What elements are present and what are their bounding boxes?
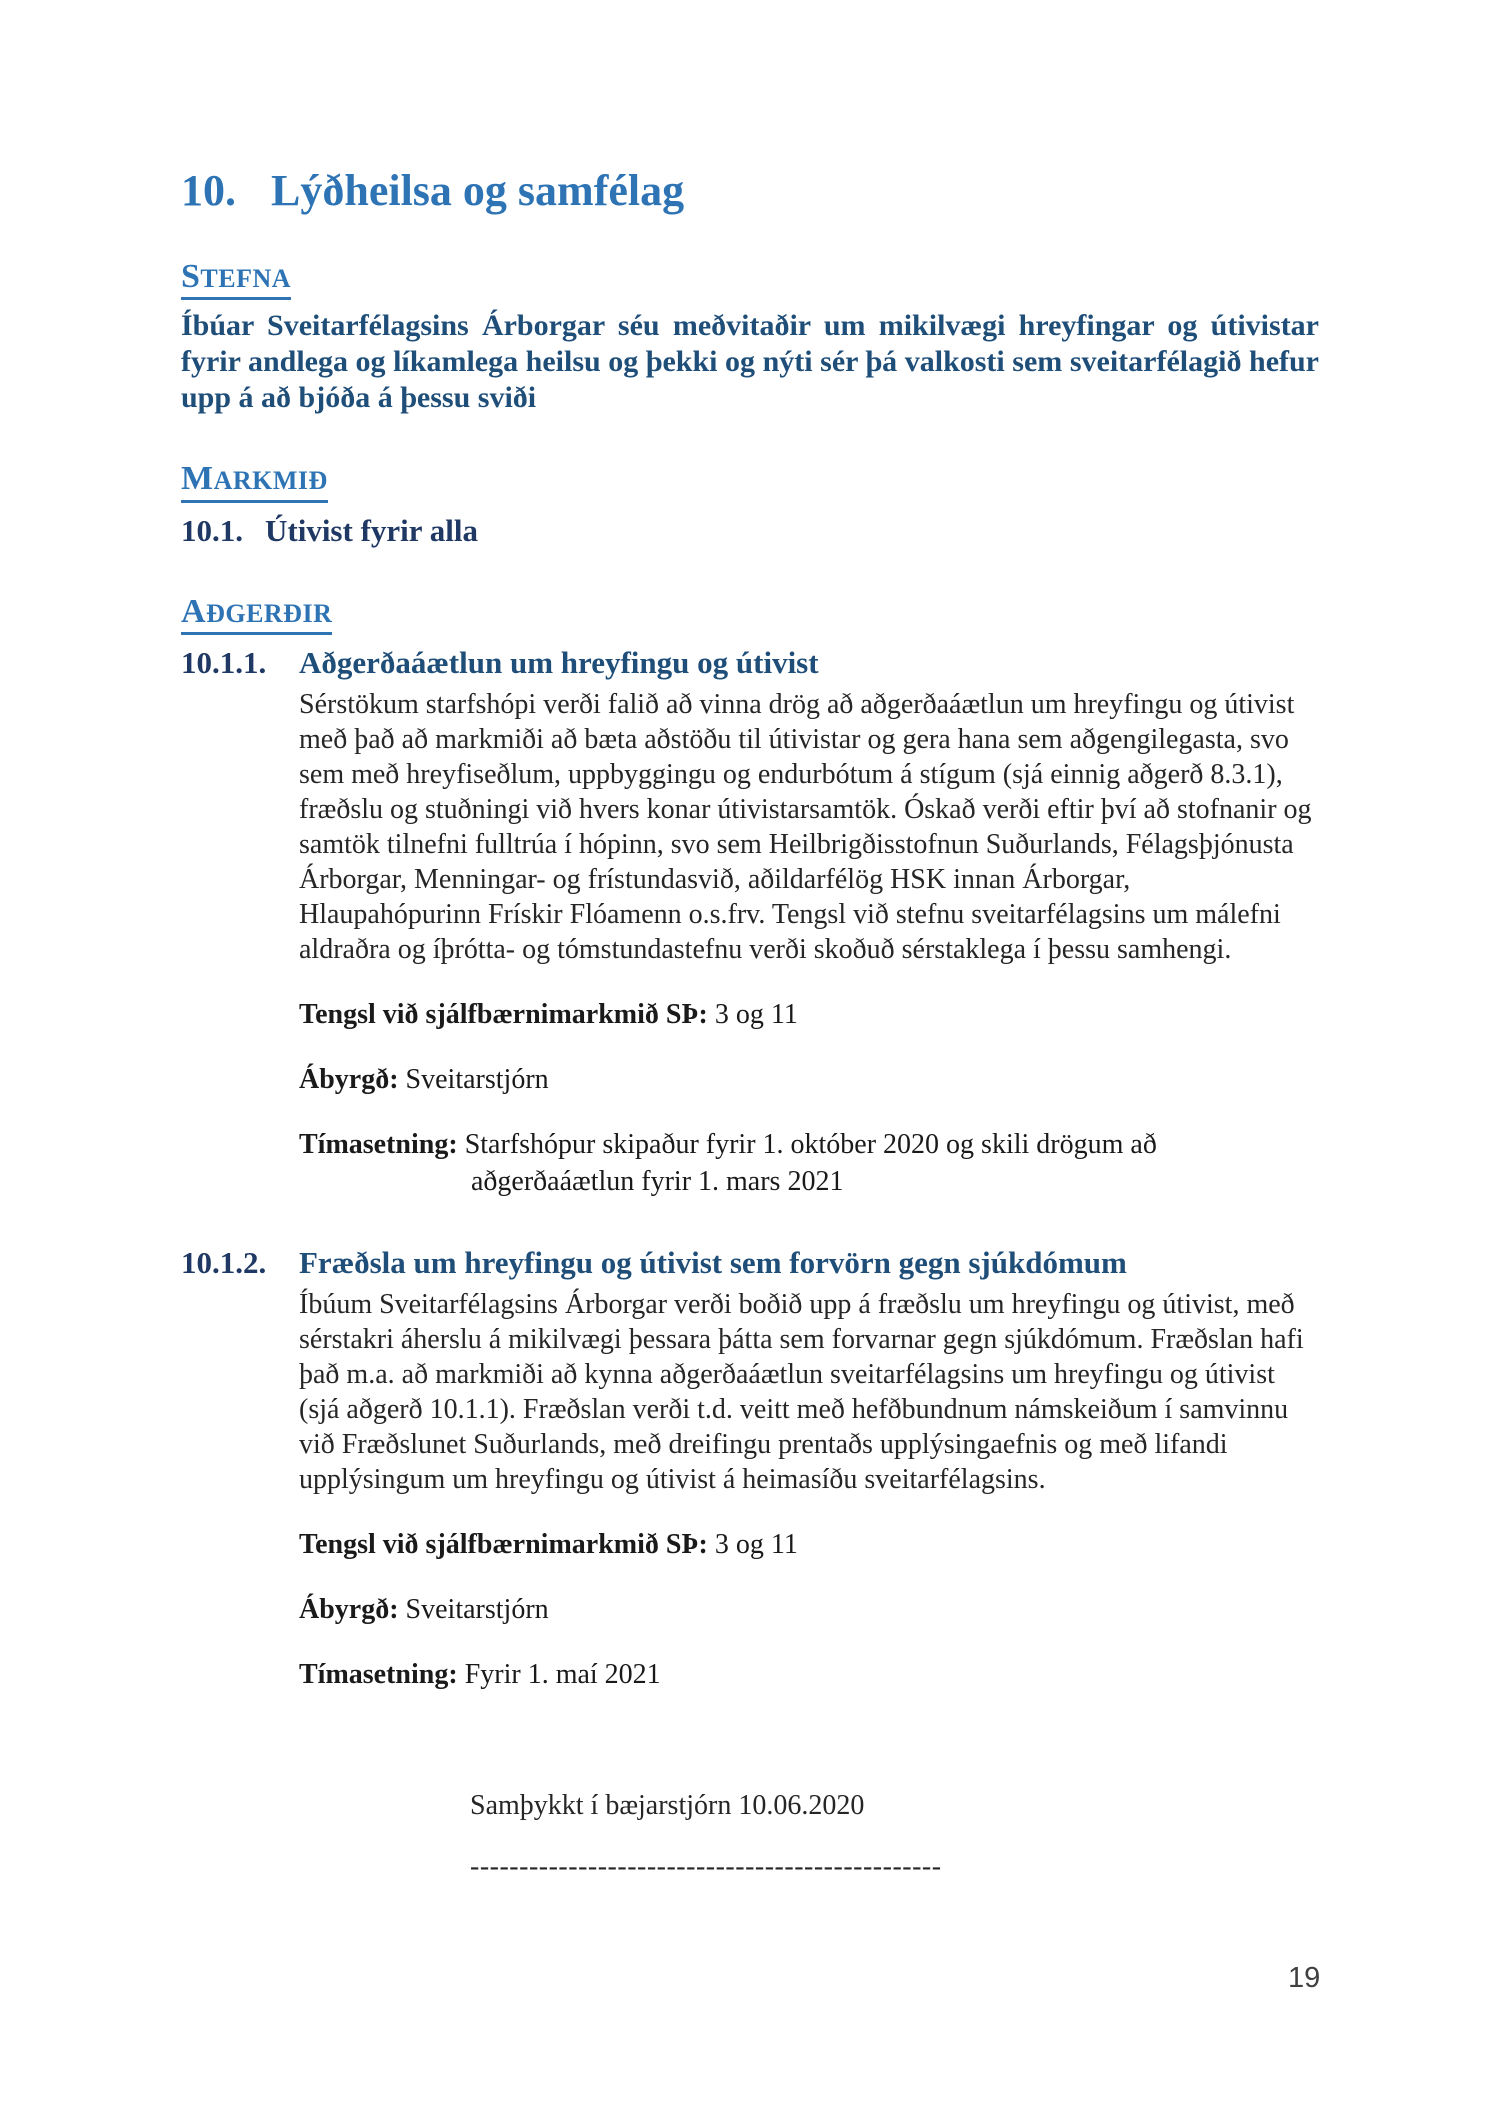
chapter-title-text: Lýðheilsa og samfélag [271,166,685,215]
responsibility-value: Sveitarstjórn [405,1594,549,1626]
goal-title-text: Útivist fyrir alla [265,512,478,548]
stefna-heading-initial: S [181,258,201,295]
responsibility-value: Sveitarstjórn [405,1064,549,1096]
markmid-heading [181,460,1319,502]
timing-label: Tímasetning: [299,1659,458,1691]
sdg-links-label: Tengsl við sjálfbærnimarkmið SÞ: [299,1529,708,1561]
chapter-number: 10. [181,166,236,215]
sdg-links-value: 3 og 11 [714,999,798,1031]
action-body-paragraph: Sérstökum starfshópi verði falið að vinna drög að aðgerðaáætlun um hreyfingu og útivist með það að markmiði að bæta aðstöðu til útivistar og gera hana sem aðgengilegasta, svo sem með hreyfiseðlum, uppbyggingu og endurbótum á stígum (sjá einnig aðgerð 8.3.1), fræðslu og stuðningi við hvers konar útivistarsamtök. Óskað verði eftir því að stofnanir og samtök tilnefni fulltrúa í hópinn, svo sem Heilbrigðisstofnun Suðurlands, Félagsþjónusta Árborgar, Menningar- og frístundasvið, aðildarfélög HSK innan Árborgar, Hlaupahópurinn Frískir Flóamenn o.s.frv. Tengsl við stefnu sveitarfélagsins um málefni aldraðra og íþrótta- og tómstundastefnu verði skoðuð sérstaklega í þessu samhengi. [299,689,1312,966]
chapter-title [181,165,1319,216]
responsibility-line [299,1592,1319,1627]
signature-dashed-line: ------------------------------------------------ [470,1851,942,1883]
page-number: 19 [1288,1962,1321,1994]
action-10-1-1 [181,645,1319,1199]
goal-heading [181,513,1319,549]
adgerdir-heading-rest: ÐGERÐIR [206,598,333,628]
timing-label: Tímasetning: [299,1129,458,1161]
timing-value-line2: aðgerðaáætlun fyrir 1. mars 2021 [471,1166,844,1198]
sdg-links-label: Tengsl við sjálfbærnimarkmið SÞ: [299,999,708,1031]
markmid-heading-initial: M [181,460,214,498]
responsibility-line [299,1062,1319,1097]
action-body-paragraph: Íbúum Sveitarfélagsins Árborgar verði boðið upp á fræðslu um hreyfingu og útivist, með sérstakri áherslu á mikilvægi þessara þátta sem forvarnar gegn sjúkdómum. Fræðslan hafi það m.a. að markmiði að kynna aðgerðaáætlun sveitarfélagsins um hreyfingu og útivist (sjá aðgerð 10.1.1). Fræðslan verði t.d. veitt með hefðbundnum námskeiðum í samvinnu við Fræðslunet Suðurlands, með dreifingu prentaðs upplýsingaefnis og með lifandi upplýsingum um hreyfingu og útivist á heimasíðu sveitarfélagsins. [299,1289,1304,1496]
goal-number: 10.1. [181,512,243,548]
stefna-paragraph: Íbúar Sveitarfélagsins Árborgar séu meðvitaðir um mikilvægi hreyfingar og útivistar fyrir andlega og líkamlega heilsu og þekki og nýti sér þá valkosti sem sveitarfélagið hefur upp á að bjóða á þessu sviði [181,309,1319,415]
stefna-heading [181,258,1319,300]
adgerdir-heading [181,593,1319,635]
timing-value: Starfshópur skipaður fyrir 1. október 2020 og skili drögum að [464,1129,1157,1161]
adgerdir-heading-initial: A [181,592,207,630]
action-10-1-2 [181,1245,1319,1692]
action-heading [181,1245,1319,1281]
action-title-text: Fræðsla um hreyfingu og útivist sem forvörn gegn sjúkdómum [299,1245,1127,1281]
timing-line [299,1127,1319,1162]
action-number: 10.1.2. [181,1245,267,1281]
responsibility-label: Ábyrgð: [299,1594,399,1626]
action-number: 10.1.1. [181,645,267,681]
sdg-links-value: 3 og 11 [714,1529,798,1561]
sdg-links-line [299,997,1319,1032]
action-heading [181,645,1319,681]
stefna-heading-rest: TEFNA [200,264,292,293]
markmid-heading-rest: ARKMIÐ [213,466,328,496]
responsibility-label: Ábyrgð: [299,1064,399,1096]
timing-line [299,1657,1319,1692]
timing-value: Fyrir 1. maí 2021 [464,1659,661,1691]
action-title-text: Aðgerðaáætlun um hreyfingu og útivist [299,645,819,681]
approval-note: Samþykkt í bæjarstjórn 10.06.2020 [470,1790,865,1822]
sdg-links-line [299,1527,1319,1562]
